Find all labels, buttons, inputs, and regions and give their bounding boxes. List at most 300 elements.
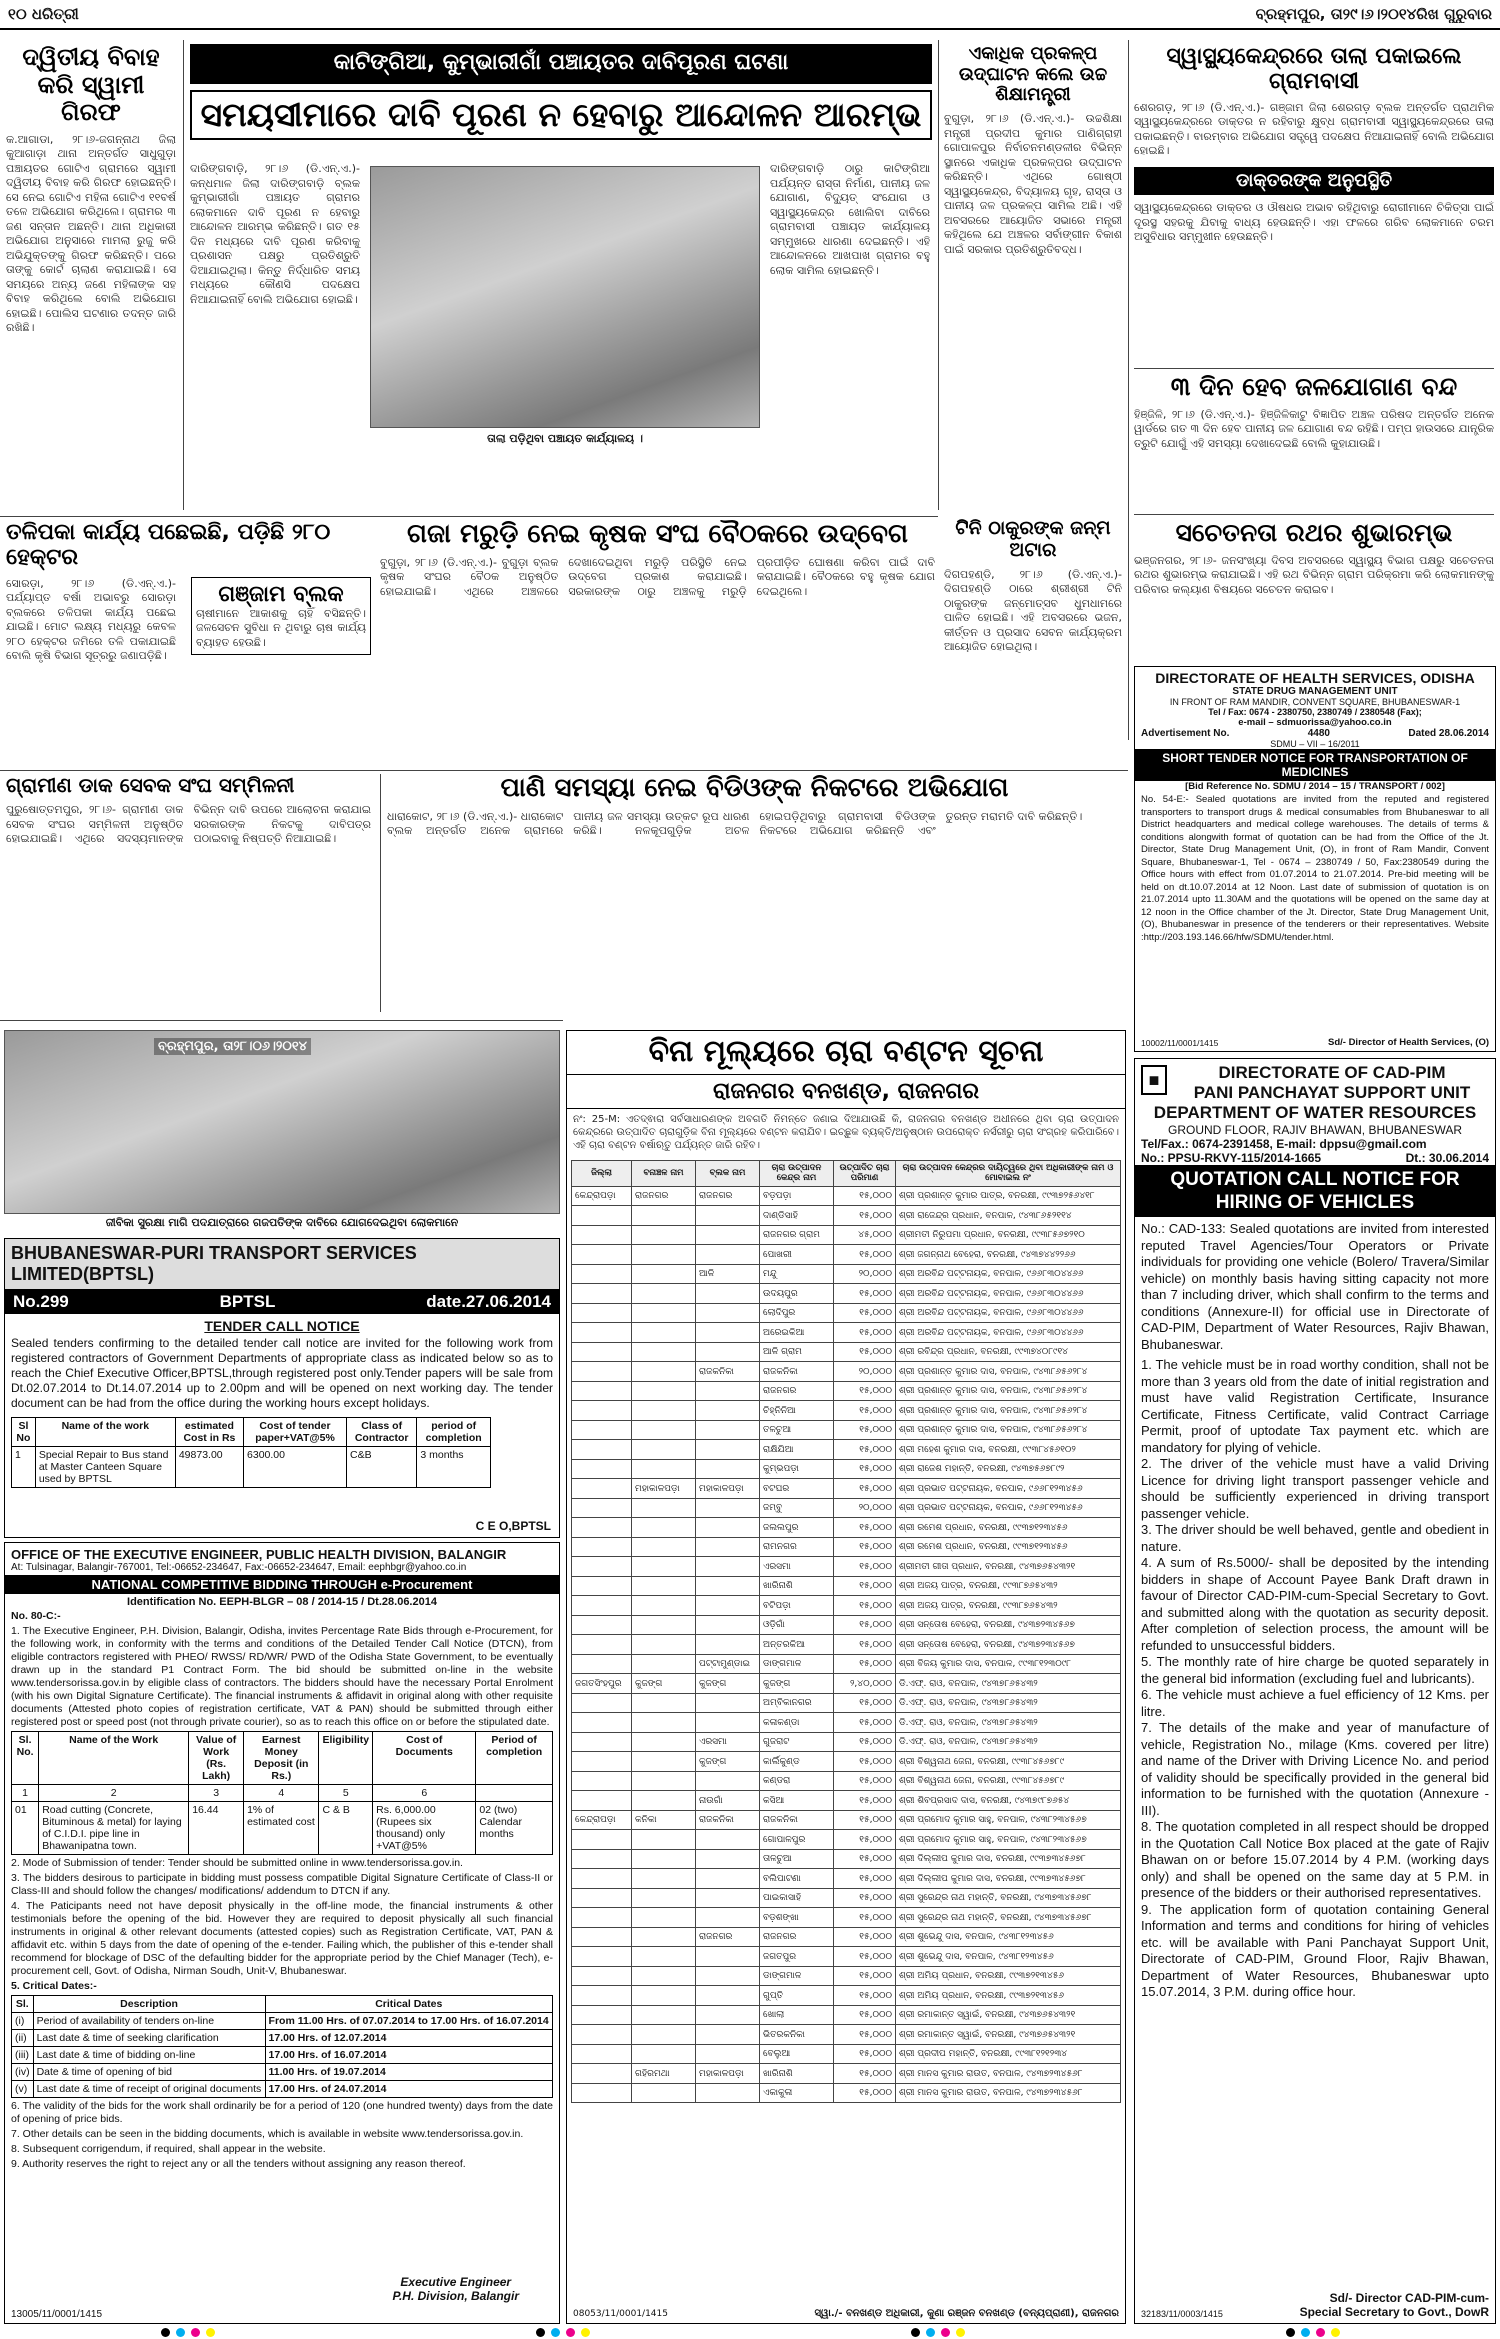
cell	[572, 1752, 632, 1772]
cell: ଶ୍ରୀ ପ୍ରଦୀପ ମହାନ୍ତି, ବନରକ୍ଷୀ, ୯୯୩୮୧୨୧୨୩୪	[896, 2044, 1121, 2064]
cell	[696, 1498, 760, 1518]
dateline: ବ୍ରହ୍ମପୁର, ତା୨୯।୬।୨୦୧୪ରିଖ ଗୁରୁବାର	[1255, 5, 1492, 23]
cad-tel: Tel/Fax.: 0674-2391458, E-mail: dppsu@gmail.com	[1141, 1137, 1427, 1151]
cell	[632, 1381, 696, 1401]
cell: ମହାକାଳପଡ଼ା	[696, 2064, 760, 2084]
phed-body-3	[5, 2100, 559, 2171]
col-header: ଜିଲ୍ଲା	[572, 1160, 632, 1186]
cell: ୧୫,୦୦୦	[834, 1401, 896, 1421]
color-dot	[536, 2328, 545, 2337]
cell	[632, 1206, 696, 1226]
cell: କଳାକଣ୍ଡା	[760, 1713, 834, 1733]
cell: ଡି.ଏଫ୍. ରାଓ, ବନପାଳ, ୯୪୩୭୮୬୫୪୩୨	[896, 1693, 1121, 1713]
col-header: Period of completion	[476, 1732, 553, 1785]
cell	[632, 1498, 696, 1518]
cell: ଖୋଲା	[760, 2005, 834, 2025]
cell: ଶ୍ରୀ ସୁରେନ୍ଦ୍ର ନାଥ ମହାନ୍ତି, ବନରକ୍ଷୀ, ୯୪୩୭୩୪୫୬୭୮	[896, 1888, 1121, 1908]
cell: ଶ୍ରୀମତୀ ନିରୁପମା ପ୍ରଧାନ, ବନରକ୍ଷୀ, ୯୯୩୮୫୬୭୨୧୦	[896, 1225, 1121, 1245]
subheading: ଡାକ୍ତରଙ୍କ ଅନୁପସ୍ଥିତି	[1134, 167, 1494, 196]
cell	[572, 1576, 632, 1596]
cell: ୧୫,୦୦୦	[834, 1557, 896, 1577]
color-dot	[566, 2328, 575, 2337]
cell: ଶ୍ରୀ ଶୁଭେନ୍ଦୁ ଦାସ, ବନପାଳ, ୯୪୩୮୧୨୩୪୫୬	[896, 1927, 1121, 1947]
table-row	[572, 2083, 1121, 2103]
cell	[632, 1888, 696, 1908]
cad-title-1: DIRECTORATE OF CAD-PIM	[1218, 1063, 1446, 1082]
col-header: ଉତ୍ପାଦିତ ଚାରା ପରିମାଣ	[834, 1160, 896, 1186]
cell: ଶ୍ରୀ ମାନସ କୁମାର ରାଉତ, ବନପାଳ, ୯୪୩୭୨୩୪୫୬୮	[896, 2083, 1121, 2103]
phed-no: No. 80-C:-	[11, 1610, 61, 1622]
headline: ଗଜା ମରୁଡ଼ି ନେଇ କୃଷକ ସଂଘ ବୈଠକରେ ଉଦ୍‌ବେଗ	[407, 520, 908, 549]
phed-sign-2: P.H. Division, Balangir	[392, 2289, 519, 2303]
cell: 11.00 Hrs. of 19.07.2014	[265, 2064, 552, 2081]
cell	[572, 1986, 632, 2006]
cell	[696, 1849, 760, 1869]
cell: କୁମ୍ଭପଡ଼ା	[760, 1459, 834, 1479]
cell	[632, 1654, 696, 1674]
cell: ତାଳଚୁଆ	[760, 1849, 834, 1869]
col-header: Eligibility	[319, 1732, 373, 1785]
cell	[572, 1732, 632, 1752]
cell: 17.00 Hrs. of 24.07.2014	[265, 2081, 552, 2098]
cell: ଏରସମା	[696, 1732, 760, 1752]
cell	[572, 1518, 632, 1538]
col-header: Cost of Documents	[373, 1732, 476, 1785]
article-body: ସୋରଡ଼ା, ୨୮।୬ (ଡି.ଏନ୍.ଏ.)- ପର୍ଯ୍ୟାପ୍ତ ବର୍ଷା ଅଭାବରୁ ସୋରଡ଼ା ବ୍ଲକରେ ତଳିପକା କାର୍ଯ୍ୟ ପଛେଇ ଯାଇଛି। ମୋଟ ଲକ୍ଷ୍ୟ ମଧ୍ୟରୁ କେବଳ ୨୮୦ ହେକ୍ଟର ଜମିରେ ତଳି ପକାଯାଇଛି ବୋଲି କୃଷି ବିଭାଗ ସୂତ୍ରରୁ ଜଣାପଡ଼ିଛି।	[6, 576, 176, 663]
cell	[632, 1518, 696, 1538]
cad-ref-row	[1135, 1151, 1495, 1165]
cell: ଶ୍ରୀ ଶିବପ୍ରସାଦ ଦାସ, ବନରକ୍ଷୀ, ୯୪୩୭୯୮୭୬୫୪	[896, 1791, 1121, 1811]
photo-caption: ତାଲା ପଡ଼ିଥିବା ପଞ୍ଚାୟତ କାର୍ଯ୍ୟାଳୟ ।	[487, 432, 643, 445]
cell	[696, 1966, 760, 1986]
box-body: ଚାଷୀମାନେ ଆକାଶକୁ ଚାହିଁ ବସିଛନ୍ତି। ଜଳସେଚନ ସୁବିଧା ନ ଥିବାରୁ ଚାଷ କାର୍ଯ୍ୟ ବ୍ୟାହତ ହେଉଛି।	[196, 606, 366, 649]
table-row	[572, 1186, 1121, 1206]
article-body: ପୁରୁଷୋତ୍ତମପୁର, ୨୮।୬- ଗ୍ରାମୀଣ ଡାକ ସେବକ ସଂଘର ସମ୍ମିଳନୀ ଅନୁଷ୍ଠିତ ହୋଇଯାଇଛି। ଏଥିରେ ସଦସ୍ୟମାନଙ୍କ ବିଭିନ୍ନ ଦାବି ଉପରେ ଆଲୋଚନା କରାଯାଇ ସରକାରଙ୍କ ନିକଟକୁ ଦାବିପତ୍ର ପଠାଇବାକୁ ନିଷ୍ପତ୍ତି ନିଆଯାଇଛି।	[6, 803, 371, 845]
cell	[572, 1908, 632, 1928]
cell: ୧୫,୦୦୦	[834, 1596, 896, 1616]
color-dot	[911, 2328, 920, 2337]
cell: ରାଜକନିକା	[760, 1810, 834, 1830]
article-health-centre-locked	[1134, 44, 1494, 362]
headline: ଟିନି ଠାକୁରଙ୍କ ଜନ୍ମ ଅଟାର	[955, 518, 1111, 561]
table-row	[572, 1947, 1121, 1967]
cell: ଶ୍ରୀ ଅଜୟ ପାତ୍ର, ବନରକ୍ଷୀ, ୯୯୩୮୭୬୫୪୩୨	[896, 1576, 1121, 1596]
photo-stamp: ବ୍ରହ୍ମପୁର, ତା୨୮।୦୬।୨୦୧୪	[154, 1038, 311, 1055]
cell: କେନ୍ଦ୍ରାପଡ଼ା	[572, 1186, 632, 1206]
cad-item-6: 6. The vehicle must achieve a fuel efficiency of 12 Kms. per litre.	[1141, 1687, 1489, 1719]
bptsl-title: BHUBANESWAR-PURI TRANSPORT SERVICES LIMITED(BPTSL)	[5, 1239, 559, 1290]
cell: ରାଜନଗର	[632, 1186, 696, 1206]
col-header: Name of the work	[35, 1418, 175, 1447]
cell	[572, 1966, 632, 1986]
cell: ରାଜନଗର	[760, 1381, 834, 1401]
table-row	[12, 1802, 553, 1855]
table-row	[572, 1264, 1121, 1284]
cell: ଜଲଲପୁର	[760, 1518, 834, 1538]
cell	[572, 2064, 632, 2084]
cad-items	[1135, 1357, 1495, 2001]
cell: କୁଜଙ୍ଗ	[632, 1674, 696, 1694]
cell: ୧୫,୦୦୦	[834, 1654, 896, 1674]
phed-para-4: 4. The Paticipants need not have deposit physically in the off-line mode, the financial instruments & other testimonials before the opening of the bid. However they are required to deposit physically all such financial instruments in original & other relevant documents (attested copies) such as Registration Certificate, VAT, PAN & affidavit etc. within 5 days from the date of opening of the e-tender. Failing which, the publisher of this e-tender shall recommend for blockage of DSC of the defaulting bidder for the appropriate period by the Chief Manager (Tech), e-procurement cell, Govt. of Odisha, Nirman Soudh, Unit-V, Bhubaneswar.	[11, 1900, 553, 1977]
cell: ଶ୍ରୀ ପ୍ରଶାନ୍ତ କୁମାର ପାତ୍ର, ବନରକ୍ଷୀ, ୯୯୩୭୨୫୬୪୧୮	[896, 1186, 1121, 1206]
cell: ରାଜନଗର	[760, 1927, 834, 1947]
color-dot	[551, 2328, 560, 2337]
cell: ଶ୍ରୀ ବିଶ୍ୱନାଥ ଜେନା, ବନରକ୍ଷୀ, ୯୯୩୮୪୫୬୭୮୯	[896, 1771, 1121, 1791]
table-row	[572, 1635, 1121, 1655]
cell	[572, 1225, 632, 1245]
cell: ନାଉଗାଁ	[696, 1791, 760, 1811]
cell: ଶ୍ରୀ ପ୍ରଭାତ ପଟ୍ଟନାୟକ, ବନପାଳ, ୯୬୬୮୧୨୩୪୫୬	[896, 1498, 1121, 1518]
phed-para-8: 8. Subsequent corrigendum, if required, shall appear in the website.	[11, 2143, 326, 2155]
cell	[572, 1596, 632, 1616]
cell	[572, 1401, 632, 1421]
headline: ଦ୍ୱିତୀୟ ବିବାହ କରି ସ୍ୱାମୀ ଗିରଫ	[22, 44, 160, 127]
cell: ୧୫,୦୦୦	[834, 1908, 896, 1928]
color-dot	[161, 2328, 170, 2337]
table-row	[12, 2081, 553, 2098]
cell	[572, 1888, 632, 1908]
cell: ୧୫,୦୦୦	[834, 1986, 896, 2006]
table-row	[572, 1342, 1121, 1362]
cell: କାର୍ଲିକୁଣ୍ଡ	[760, 1752, 834, 1772]
cell: From 11.00 Hrs. of 07.07.2014 to 17.00 Hrs. of 16.07.2014	[265, 2013, 552, 2030]
cell: ଡି.ଏଫ୍. ରାଓ, ବନପାଳ, ୯୪୩୭୮୬୫୪୩୨	[896, 1732, 1121, 1752]
bptsl-heading: TENDER CALL NOTICE	[204, 1318, 360, 1334]
cell	[632, 1420, 696, 1440]
cell	[572, 1654, 632, 1674]
cell	[632, 2044, 696, 2064]
cell	[696, 1401, 760, 1421]
cad-item-8: 8. The quotation completed in all respect should be dropped in the Quotation Call Notice Box placed at the gate of Rajiv Bhawan on or before 15.07.2014 by 4 P.M. (working days only) and shall be opened on the same day at 5 P.M. in presence of the bidders or their authorised representatives.	[1141, 1819, 1489, 1900]
cad-item-3: 3. The driver should be well behaved, gentle and obedient in nature.	[1141, 1522, 1489, 1554]
cell: ବଡ଼ପଡ଼ା	[760, 1186, 834, 1206]
cell	[572, 1771, 632, 1791]
cell	[572, 1303, 632, 1323]
table-row	[572, 2005, 1121, 2025]
headline: ସମୟସୀମାରେ ଦାବି ପୂରଣ ନ ହେବାରୁ ଆନ୍ଦୋଳନ ଆରମ୍ଭ	[190, 90, 932, 140]
color-dot	[191, 2328, 200, 2337]
cell	[572, 2025, 632, 2045]
cell: 17.00 Hrs. of 16.07.2014	[265, 2047, 552, 2064]
health-body: No. 54-E:- Sealed quotations are invited from the reputed and registered transporters to transport drugs & medical consumables from Bhubaneswar to all District headquarters and medical college warehouses. The details of terms & conditions alongwith format of quotation can be had from the Office of the Jt. Director, State Drug Management Unit, (O), in front of Ram Mandir, Convent Square, Bhubaneswar-1, Tel - 0674 – 2380749 / 50, Fax:2380549 during the Office hours with effect from 01.07.2014 to 21.07.2014. Pre-bid meeting will be held on dt.10.07.2014 at 12 Noon. Last date of submission of quotation is on 21.07.2014 upto 11.30AM and the quotations will be opened on the same day at 12 noon in the Office chamber of the Jt. Director, State Drug Management Unit, (O), Bhubaneswar in presence of the tenderers or their representatives. Website :http://203.193.146.66/hfw/SDMU/tender.html.	[1141, 794, 1489, 943]
cell: ଜମ୍ବୁ	[760, 1498, 834, 1518]
cell	[632, 1830, 696, 1850]
cell	[572, 1381, 632, 1401]
cell: ୧୫,୦୦୦	[834, 1615, 896, 1635]
cell: (iii)	[12, 2047, 34, 2064]
table-row	[572, 1596, 1121, 1616]
cell: ଜଗତପୁର	[760, 1947, 834, 1967]
cell: ଡାଙ୍ଗମାଳ	[760, 1966, 834, 1986]
cell	[632, 1225, 696, 1245]
col-header: Value of Work (Rs. Lakh)	[189, 1732, 244, 1785]
cell: ଗହିରମଥା	[632, 2064, 696, 2084]
cell	[696, 1869, 760, 1889]
cell: ବଲିପାଟଣା	[760, 1869, 834, 1889]
cell: ବଟଘର	[760, 1479, 834, 1499]
color-dot	[926, 2328, 935, 2337]
cell	[696, 1303, 760, 1323]
table-row	[12, 2013, 553, 2030]
cell	[632, 1401, 696, 1421]
page-number: ୧୦ ଧରିତ୍ରୀ	[8, 5, 79, 23]
cell	[632, 1791, 696, 1811]
cell	[696, 1440, 760, 1460]
article-body: ଦିଗପହଣ୍ଡି, ୨୮।୬ (ଡି.ଏନ୍.ଏ.)- ଦିଗପହଣ୍ଡି ଠାରେ ଶ୍ରୀଶ୍ରୀ ଟିନି ଠାକୁରଙ୍କ ଜନ୍ମୋତ୍ସବ ଧୁମଧାମରେ ପାଳିତ ହୋଇଛି। ଏହି ଅବସରରେ ଭଜନ, କୀର୍ତ୍ତନ ଓ ପ୍ରସାଦ ସେବନ କାର୍ଯ୍ୟକ୍ରମ ଆୟୋଜିତ ହୋଇଥିଲା।	[944, 567, 1122, 654]
cell: 1	[12, 1447, 36, 1488]
table-row	[572, 1888, 1121, 1908]
table-row	[572, 1576, 1121, 1596]
cad-item-9: 9. The application form of quotation containing General Information and terms and conditions for hiring of vehicles etc. will be available with Pani Panchayat Support Unit, Directorate of CAD-PIM, Ground Floor, Rajiv Bhawan, Department of Water Resources, Bhubaneswar upto 15.07.2014, 3 P.M. during office hour.	[1141, 1901, 1489, 1999]
notice-code: 08053/11/0001/1415	[573, 2309, 668, 2319]
cell: 16.44	[189, 1802, 244, 1855]
cell: ୪୫,୦୦୦	[834, 1225, 896, 1245]
col-header: ଚାରା ଉତ୍ପାଦନ କେନ୍ଦ୍ରର ଦାୟିତ୍ୱରେ ଥିବା ଅଧିକାରୀଙ୍କ ନାମ ଓ ମୋବାଇଲ ନଂ	[896, 1160, 1121, 1186]
table-row	[572, 1498, 1121, 1518]
cell	[632, 1245, 696, 1265]
article-body: ବୁଗୁଡ଼ା, ୨୮।୬ (ଡି.ଏନ୍.ଏ.)- ଉଚ୍ଚଶିକ୍ଷା ମନ୍ତ୍ରୀ ପ୍ରଦୀପ କୁମାର ପାଣିଗ୍ରାହୀ ଗୋପାଳପୁର ନିର୍ବାଚନମଣ୍ଡଳୀର ବିଭିନ୍ନ ସ୍ଥାନରେ ଏକାଧିକ ପ୍ରକଳ୍ପର ଉଦ୍‌ଘାଟନ କରିଛନ୍ତି। ଏଥିରେ ଗୋଷ୍ଠୀ ସ୍ୱାସ୍ଥ୍ୟକେନ୍ଦ୍ର, ବିଦ୍ୟାଳୟ ଗୃହ, ରାସ୍ତା ଓ ପାନୀୟ ଜଳ ପ୍ରକଳ୍ପ ସାମିଲ ଅଛି। ଏହି ଅବସରରେ ଆୟୋଜିତ ସଭାରେ ମନ୍ତ୍ରୀ କହିଥିଲେ ଯେ ଅଞ୍ଚଳର ସର୍ବାଙ୍ଗୀନ ବିକାଶ ପାଇଁ ସରକାର ପ୍ରତିଶ୍ରୁତିବଦ୍ଧ।	[944, 112, 1122, 256]
sapling-distribution-notice	[566, 1030, 1126, 2324]
cad-sign-1: Sd/- Director CAD-PIM-cum-	[1329, 2291, 1489, 2305]
table-row	[572, 1771, 1121, 1791]
cell: ୧୫,୦୦୦	[834, 1810, 896, 1830]
notice-title: ବିନା ମୂଲ୍ୟରେ ଚାରା ବଣ୍ଟନ ସୂଚନା	[567, 1031, 1125, 1075]
cell: 02 (two) Calendar months	[476, 1802, 553, 1855]
table-row	[572, 1986, 1121, 2006]
headline: ସ୍ୱାସ୍ଥ୍ୟକେନ୍ଦ୍ରରେ ତାଲା ପକାଇଲେ ଗ୍ରାମବାସୀ	[1166, 44, 1462, 95]
headline: ତଳିପକା କାର୍ଯ୍ୟ ପଛେଇଛି, ପଡ଼ିଛି ୨୮୦ ହେକ୍ଟର	[6, 520, 331, 571]
table-row	[572, 1518, 1121, 1538]
cell: ଶ୍ରୀ ରମାକାନ୍ତ ସ୍ୱାଇଁ, ବନରକ୍ଷୀ, ୯୪୩୭୬୫୪୩୨୧	[896, 2005, 1121, 2025]
cad-title-3: DEPARTMENT OF WATER RESOURCES	[1153, 1103, 1477, 1122]
article-minister-inaugurates	[944, 44, 1122, 512]
cell	[696, 2005, 760, 2025]
cell	[572, 1479, 632, 1499]
cell	[696, 1576, 760, 1596]
cell: ୧୫,୦୦୦	[834, 1420, 896, 1440]
col-header: estimated Cost in Rs	[175, 1418, 243, 1447]
cell	[632, 1869, 696, 1889]
cell: ୧୫,୦୦୦	[834, 1771, 896, 1791]
cell: 3 months	[417, 1447, 491, 1488]
cell: C&B	[347, 1447, 417, 1488]
health-ref: SDMU – VII – 16/2011	[1270, 739, 1360, 749]
cell	[572, 1498, 632, 1518]
cell	[632, 1732, 696, 1752]
cell: ୧୫,୦୦୦	[834, 1381, 896, 1401]
cell: ୧୫,୦୦୦	[834, 1635, 896, 1655]
cell: ଡି.ଏଫ୍. ରାଓ, ବନପାଳ, ୯୪୩୭୮୬୫୪୩୨	[896, 1674, 1121, 1694]
table-row	[572, 1713, 1121, 1733]
cell	[572, 1927, 632, 1947]
phed-para-2: 2. Mode of Submission of tender: Tender should be submitted online in www.tendersorissa.gov.in.	[11, 1857, 463, 1869]
cell: ୧୫,୦୦୦	[834, 1186, 896, 1206]
cell: (v)	[12, 2081, 34, 2098]
col-num: 5	[319, 1785, 373, 1802]
cell: 1% of estimated cost	[244, 1802, 319, 1855]
col-header: period of completion	[417, 1418, 491, 1447]
cell: ଶ୍ରୀ ସୁରେନ୍ଦ୍ର ନାଥ ମହାନ୍ତି, ବନରକ୍ଷୀ, ୯୪୩୭୩୪୫୬୭୮	[896, 1908, 1121, 1928]
cell: ୧୫,୦୦୦	[834, 1849, 896, 1869]
cell	[632, 1615, 696, 1635]
table-row	[572, 1654, 1121, 1674]
cell	[572, 1342, 632, 1362]
cell: ଖାରିନାଶି	[760, 2064, 834, 2084]
cell	[696, 1986, 760, 2006]
cell: ଭିତରକନିକା	[760, 2025, 834, 2045]
bptsl-date: date.27.06.2014	[426, 1292, 551, 1311]
table-row	[572, 1966, 1121, 1986]
cell	[632, 1459, 696, 1479]
table-row	[572, 1537, 1121, 1557]
article-birth-anniversary	[944, 518, 1122, 764]
cell	[572, 2083, 632, 2103]
adv-number: 4480	[1307, 728, 1330, 739]
cad-intro: No.: CAD-133: Sealed quotations are invited from interested reputed Travel Agencies/Tour Operators or Private individuals for providing one vehicle (Bolero/ Travera/Similar vehicle) on monthly basis having sitting capacity not more than 7 including driver, which shall confirm to the terms and conditions (Annexure-II) for official use in Directorate of CAD-PIM, Department of Water Resources, Rajiv Bhawan, Bhubaneswar.	[1141, 1221, 1489, 1352]
cell: ରାକ୍ଷିଯିଆ	[760, 1440, 834, 1460]
phed-para-1: 1. The Executive Engineer, P.H. Division, Balangir, Odisha, invites Percentage Rate Bids through e-Procurement, for the following work, in conformity with the terms and conditions of the Detailed Tender Call Notice (DTCN), from eligible contractors registered with PHEO/ RWSS/ RD/WR/ PWD of the Odisha State Government, to be eventually drawn up in the standard P1 Contract Form. The bid should be submitted on-line in the website www.tendersorissa.gov.in by eligible class of contractors. The bidders should have the necessary Portal Enrolment (with his own Digital Signature Certificate). The financial instruments & affidavit in original along with other requisite documents (Attested photo copies of registration certificate, VAT & PAN) should be submitted through either registered post or speed post (not through private courier), so as to reach this office on or before the stipulated date.	[11, 1625, 553, 1728]
cell: ୧୫,୦୦୦	[834, 1479, 896, 1499]
cad-date: Dt.: 30.06.2014	[1405, 1151, 1489, 1165]
cell	[572, 2044, 632, 2064]
cell: ଶ୍ରୀ ଅରବିନ୍ଦ ପଟ୍ଟନାୟକ, ବନପାଳ, ୯୬୬୮୩୦୪୪୬୬	[896, 1284, 1121, 1304]
cell: ଅରେଇକିଆ	[760, 1323, 834, 1343]
health-addr: IN FRONT OF RAM MANDIR, CONVENT SQUARE, BHUBANESWAR-1	[1169, 697, 1461, 707]
table-row	[572, 1791, 1121, 1811]
cell: 49873.00	[175, 1447, 243, 1488]
protest-march-photo	[4, 1030, 560, 1214]
cell: ଅନ୍ତରକିଆ	[760, 1635, 834, 1655]
health-bid: [Bid Reference No. SDMU / 2014 – 15 / TRANSPORT / 002]	[1185, 781, 1445, 792]
table-row	[572, 1401, 1121, 1421]
col-num: 4	[244, 1785, 319, 1802]
cell: ଶ୍ରୀ ରାଜେଶ ମହାନ୍ତି, ବନରକ୍ଷୀ, ୯୪୩୭୫୬୭୮୯୨	[896, 1459, 1121, 1479]
cell	[572, 1869, 632, 1889]
panchayat-office-photo	[370, 166, 760, 428]
cell	[572, 1849, 632, 1869]
cell: ୧୫,୦୦୦	[834, 1206, 896, 1226]
col-header: Cost of tender paper+VAT@5%	[244, 1418, 347, 1447]
phed-tender-notice	[4, 1542, 560, 2324]
color-mark-group	[908, 2328, 968, 2337]
photo-caption: ଜୀବିକା ସୁରକ୍ଷା ମାଗି ପଦଯାତ୍ରାରେ ଗଜପତିଙ୍କ ଦାବିରେ ଯୋଗଦେଇଥିବା ଲୋକମାନେ	[105, 1216, 459, 1229]
cad-item-2: 2. The driver of the vehicle must have a valid Driving Licence for driving light transport passenger vehicle and should be sufficiently experienced in driving transport passenger vehicle.	[1141, 1456, 1489, 1521]
cell	[696, 1284, 760, 1304]
col-header: Sl No	[12, 1418, 36, 1447]
cell: ୧୫,୦୦୦	[834, 1303, 896, 1323]
cell: ଶ୍ରୀ ସନ୍ତୋଷ ବେହେରା, ବନରକ୍ଷୀ, ୯୪୩୭୨୩୪୫୬୭	[896, 1635, 1121, 1655]
cell	[572, 1693, 632, 1713]
cell: କସିଆ	[760, 1791, 834, 1811]
health-code: 10002/11/0001/1415	[1141, 1038, 1219, 1048]
col-header: Critical Dates	[265, 1996, 552, 2013]
cell	[632, 2025, 696, 2045]
col-header: ଚାରା ଉତ୍ପାଦନ କେନ୍ଦ୍ର ନାମ	[760, 1160, 834, 1186]
health-tel: Tel / Fax: 0674 - 2380750, 2380749 / 2380548 (Fax);	[1208, 707, 1422, 717]
cell	[632, 1303, 696, 1323]
phed-title: OFFICE OF THE EXECUTIVE ENGINEER, PUBLIC HEALTH DIVISION, BALANGIR	[11, 1547, 507, 1562]
health-sign: Sd/- Director of Health Services, (O)	[1327, 1037, 1489, 1048]
box-title: ଗଞ୍ଜାମ ବ୍ଲକ	[218, 581, 344, 607]
health-services-notice	[1134, 666, 1496, 1052]
cad-bar: QUOTATION CALL NOTICE FOR HIRING OF VEHICLES	[1135, 1165, 1495, 1217]
cell: ୧୫,୦୦୦	[834, 1284, 896, 1304]
col-header: Sl.	[12, 1996, 34, 2013]
table-row	[572, 1245, 1121, 1265]
color-dot	[206, 2328, 215, 2337]
cell: ୧୫,୦୦୦	[834, 2025, 896, 2045]
cell: ରାଜକନିକା	[696, 1810, 760, 1830]
cell: ଶ୍ରୀ ମାନସ କୁମାର ରାଉତ, ବନପାଳ, ୯୪୩୭୨୩୪୫୬୮	[896, 2064, 1121, 2084]
cell: ତଳଚୁଆ	[760, 1420, 834, 1440]
phed-body	[5, 1610, 559, 1729]
cell: (i)	[12, 2013, 34, 2030]
cell: ଶ୍ରୀ ପ୍ରମୋଦ କୁମାର ସାହୁ, ବନପାଳ, ୯୪୩୮୨୩୪୫୬୭	[896, 1810, 1121, 1830]
color-dots	[0, 2328, 1500, 2337]
health-adv-row	[1135, 728, 1495, 739]
cell: ୧୫,୦୦୦	[834, 1888, 896, 1908]
cad-title-2: PANI PANCHAYAT SUPPORT UNIT	[1193, 1083, 1471, 1102]
cell: C & B	[319, 1802, 373, 1855]
cell	[696, 2025, 760, 2045]
color-dot	[1286, 2328, 1295, 2337]
cell: ଶ୍ରୀ ରବିନ୍ଦ୍ର ପ୍ରଧାନ, ବନରକ୍ଷୀ, ୯୯୩୭୪୦୮୯୧୪	[896, 1342, 1121, 1362]
cell: ଶ୍ରୀ ଅରବିନ୍ଦ ପଟ୍ଟନାୟକ, ବନପାଳ, ୯୬୬୮୩୦୪୪୬୬	[896, 1264, 1121, 1284]
table-row	[572, 1557, 1121, 1577]
cell	[696, 1206, 760, 1226]
table-row	[572, 1323, 1121, 1343]
cell: ଗୁପ୍ତି	[760, 1986, 834, 2006]
cell: ୧୫,୦୦୦	[834, 1576, 896, 1596]
cell: ୧୫,୦୦୦	[834, 1752, 896, 1772]
cell	[632, 1440, 696, 1460]
cell	[572, 1557, 632, 1577]
article-body: କ.ଆଗାଡା, ୨୮।୬-ଜଗନ୍ନାଥ ଜିଲା କୁଆଗାଡ଼ା ଥାନା ଅନ୍ତର୍ଗତ ସାଧୁଗୁଡ଼ା ପଞ୍ଚାୟତର ଗୋଟିଏ ଗ୍ରାମରେ ସ୍ୱାମୀ ଦ୍ୱିତୀୟ ବିବାହ କରି ଗିରଫ ହୋଇଛନ୍ତି। ସେ ନେଇ ଗୋଟିଏ ମହିଳା ଗୋଟିଏ ୧୧ବର୍ଷ ତଳେ ଅଭିଯୋଗ କରିଥିଲେ। ଗ୍ରାମର ୩ ଜଣ ସନ୍ତାନ ଅଛନ୍ତି। ଥାନା ଅଧିକାରୀ ଅଭିଯୋଗ ଅନୁସାରେ ମାମଲା ରୁଜୁ କରି ଅଭିଯୁକ୍ତଙ୍କୁ ଗିରଫ କରିଛନ୍ତି। ପରେ ତାଙ୍କୁ କୋର୍ଟ ଚାଲାଣ କରାଯାଇଛି। ସେ ସମୟରେ ଅନ୍ୟ ଜଣେ ମହିଳାଙ୍କ ସହ ବିବାହ କରିଥିଲେ ବୋଲି ଅଭିଯୋଗ ହୋଇଛି। ପୋଲିସ ଘଟଣାର ତଦନ୍ତ ଜାରି ରଖିଛି।	[6, 132, 176, 335]
cell: Period of availability of tenders on-line	[33, 2013, 265, 2030]
notice-subtitle: ରାଜନଗର ବନଖଣ୍ଡ, ରାଜନଗର	[567, 1075, 1125, 1109]
cell	[696, 1342, 760, 1362]
cell	[696, 1537, 760, 1557]
cell	[696, 1888, 760, 1908]
col-num	[476, 1785, 553, 1802]
cell: ପଟ୍ଟାମୁଣ୍ଡାଇ	[696, 1654, 760, 1674]
cell: ରାଜକନିକା	[696, 1362, 760, 1382]
cell: ଶ୍ରୀ ଅଜୟ ପାତ୍ର, ବନରକ୍ଷୀ, ୯୯୩୮୭୬୫୪୩୨	[896, 1596, 1121, 1616]
cell	[696, 1693, 760, 1713]
cell: ଚିହ୍ନିନିଆ	[760, 1401, 834, 1421]
cell	[696, 1596, 760, 1616]
cell: ୧୫,୦୦୦	[834, 2064, 896, 2084]
table-row	[12, 1447, 491, 1488]
cell: ରାଜନଗର	[696, 1186, 760, 1206]
cell	[632, 1849, 696, 1869]
cell: ଶ୍ରୀ ଅରବିନ୍ଦ ପଟ୍ଟନାୟକ, ବନପାଳ, ୯୬୬୮୩୦୪୪୬୬	[896, 1323, 1121, 1343]
cell	[632, 1713, 696, 1733]
table-row	[572, 2064, 1121, 2084]
article-awareness-chariot	[1134, 514, 1494, 660]
cell: ଉଦୟପୁର	[760, 1284, 834, 1304]
color-dot	[1331, 2328, 1340, 2337]
bptsl-ref-bar	[5, 1290, 559, 1314]
cell	[572, 1791, 632, 1811]
cell	[696, 1635, 760, 1655]
article-body: ବୁଗୁଡ଼ା, ୨୮।୬ (ଡି.ଏନ୍.ଏ.)- ବୁଗୁଡ଼ା ବ୍ଲକ କୃଷକ ସଂଘର ବୈଠକ ଅନୁଷ୍ଠିତ ହୋଇଯାଇଛି। ଏଥିରେ ଅଞ୍ଚଳରେ ଦେଖାଦେଇଥିବା ମରୁଡ଼ି ପରିସ୍ଥିତି ନେଇ ଉଦ୍‌ବେଗ ପ୍ରକାଶ କରାଯାଇଛି। ସରକାରଙ୍କ ଠାରୁ ଅଞ୍ଚଳକୁ ମରୁଡ଼ି ପ୍ରପୀଡ଼ିତ ଘୋଷଣା କରିବା ପାଇଁ ଦାବି କରାଯାଇଛି। ବୈଠକରେ ବହୁ କୃଷକ ଯୋଗ ଦେଇଥିଲେ।	[380, 555, 935, 598]
march-photo-block	[4, 1030, 560, 1234]
health-sub: STATE DRUG MANAGEMENT UNIT	[1232, 686, 1398, 697]
cell: Last date & time of receipt of original documents	[33, 2081, 265, 2098]
adv-date: Dated 28.06.2014	[1408, 728, 1489, 739]
